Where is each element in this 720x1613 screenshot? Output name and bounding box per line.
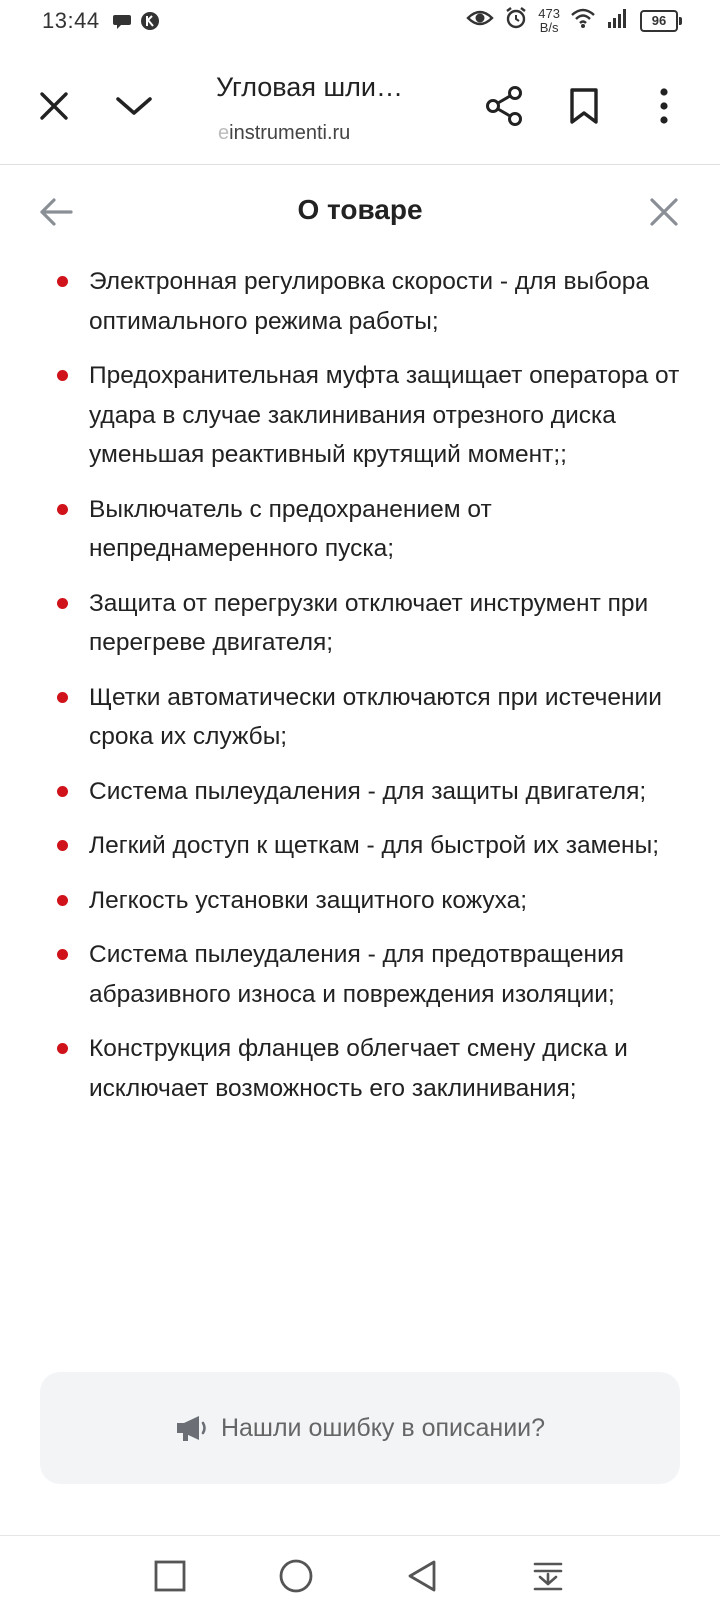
battery-icon <box>640 10 678 32</box>
list-item <box>0 881 720 921</box>
megaphone-icon <box>175 1414 209 1442</box>
wifi-icon <box>570 7 596 34</box>
network-speed-value: 473 <box>538 5 560 21</box>
report-error-label: Нашли ошибку в описании? <box>220 1413 546 1442</box>
bullet-icon <box>57 370 68 381</box>
bullet-icon <box>57 692 68 703</box>
browser-toolbar <box>0 46 720 165</box>
list-item <box>0 826 720 866</box>
feature-text: Электронная регулировка скорости - для выбора оптимального режима работы; <box>89 268 650 335</box>
notification-shade-button[interactable] <box>526 1554 570 1598</box>
status-bar <box>0 0 720 46</box>
back-nav-button[interactable] <box>400 1554 444 1598</box>
list-item <box>0 1029 720 1108</box>
battery-level: 96 <box>651 12 667 28</box>
pull-down-icon <box>532 1560 564 1592</box>
bookmark-icon <box>569 87 599 125</box>
more-vertical-icon <box>659 88 669 124</box>
chat-bubble-icon <box>112 11 132 36</box>
home-button[interactable] <box>274 1554 318 1598</box>
network-speed <box>538 7 560 35</box>
alarm-icon <box>504 6 528 35</box>
feature-text: Легкость установки защитного кожуха; <box>89 886 528 914</box>
feature-text: Система пылеудаления - для защиты двигателя; <box>89 777 647 805</box>
feature-list <box>0 262 720 1123</box>
page-title: Угловая шли… <box>216 72 403 102</box>
sheet-header <box>0 166 720 258</box>
minimize-button[interactable] <box>104 76 164 136</box>
page-url <box>218 122 350 145</box>
k-app-icon <box>140 11 160 36</box>
bullet-icon <box>57 276 68 287</box>
bookmark-button[interactable] <box>554 76 614 136</box>
bullet-icon <box>57 786 68 797</box>
feature-text: Система пылеудаления - для предотвращения абразивного износа и повреждения изоляции; <box>89 941 625 1008</box>
bullet-icon <box>57 504 68 515</box>
chevron-down-icon <box>114 94 154 118</box>
list-item <box>0 772 720 812</box>
bullet-icon <box>57 840 68 851</box>
close-sheet-button[interactable] <box>638 186 690 238</box>
system-nav-bar <box>0 1535 720 1613</box>
report-error-button[interactable] <box>40 1372 680 1484</box>
signal-icon <box>606 7 630 34</box>
bullet-icon <box>57 949 68 960</box>
feature-text: Легкий доступ к щеткам - для быстрой их замены; <box>89 832 660 859</box>
list-item <box>0 584 720 663</box>
close-icon <box>37 89 71 123</box>
url-prefix: e <box>218 122 230 144</box>
square-icon <box>154 1560 186 1592</box>
more-options-button[interactable] <box>634 76 694 136</box>
triangle-back-icon <box>406 1559 438 1593</box>
sheet-title: О товаре <box>297 194 423 225</box>
network-speed-unit: B/s <box>539 19 559 35</box>
feature-text: Защита от перегрузки отключает инструмент при перегреве двигателя; <box>89 589 649 656</box>
list-item <box>0 490 720 569</box>
share-button[interactable] <box>474 76 534 136</box>
list-item <box>0 935 720 1014</box>
eye-icon <box>466 8 494 33</box>
close-icon <box>649 197 679 227</box>
feature-text: Выключатель с предохранением от непреднамеренного пуска; <box>89 495 492 562</box>
feature-text: Щетки автоматически отключаются при истечении срока их службы; <box>89 683 662 750</box>
list-item <box>0 678 720 757</box>
circle-icon <box>278 1558 314 1594</box>
feature-text: Конструкция фланцев облегчает смену диска и исключает возможность его заклинивания; <box>89 1035 628 1102</box>
url-domain: instrumenti.ru <box>229 122 351 144</box>
bullet-icon <box>57 1043 68 1054</box>
list-item <box>0 262 720 341</box>
status-time: 13:44 <box>42 8 100 33</box>
share-icon <box>484 85 524 127</box>
feature-text: Предохранительная муфта защищает оператора от удара в случае заклинивания отрезного диска уменьшая реактивный крутящий момент;; <box>89 362 680 468</box>
bullet-icon <box>57 895 68 906</box>
close-tab-button[interactable] <box>24 76 84 136</box>
recent-apps-button[interactable] <box>148 1554 192 1598</box>
list-item <box>0 356 720 475</box>
bullet-icon <box>57 598 68 609</box>
